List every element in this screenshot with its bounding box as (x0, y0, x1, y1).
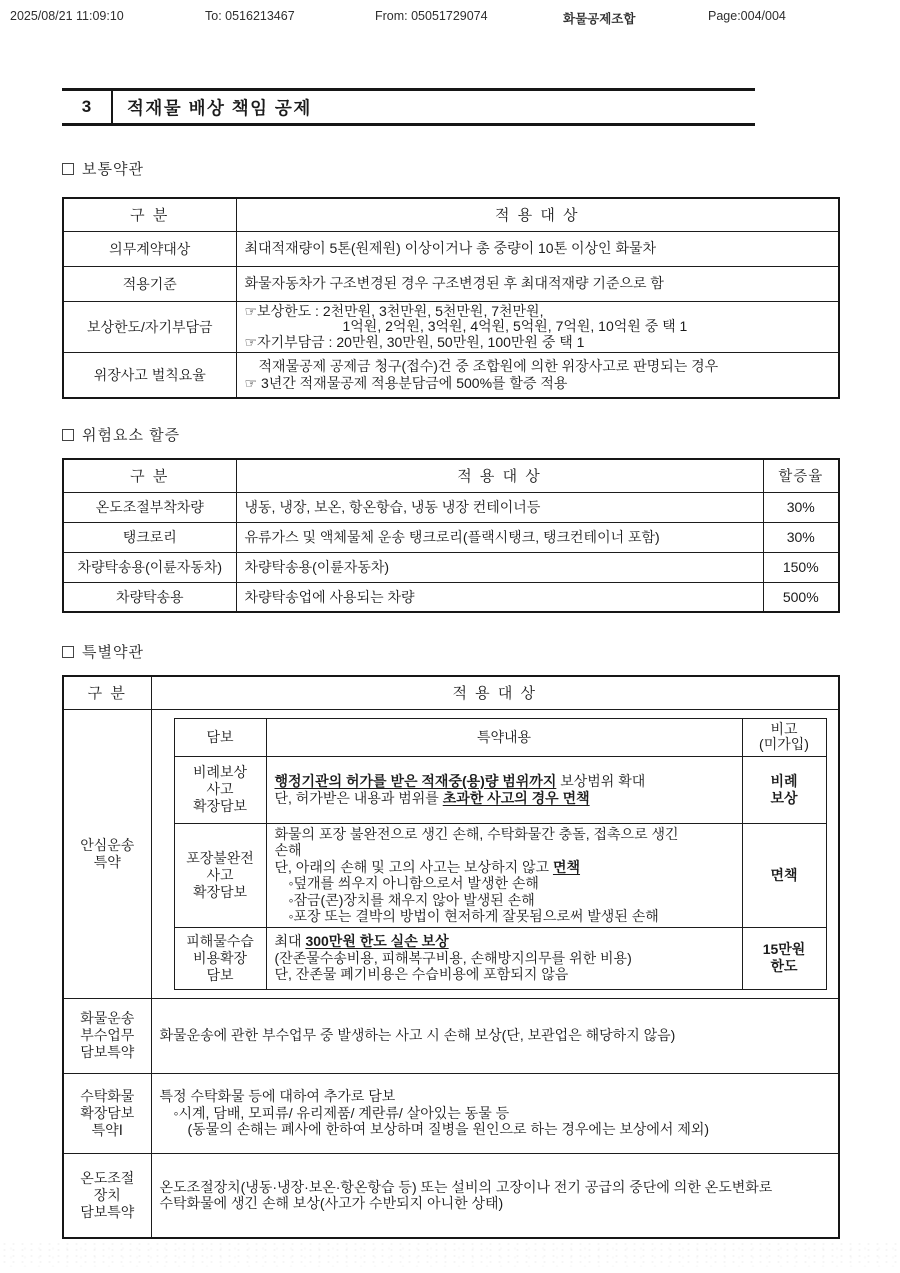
row-label (63, 998, 151, 1073)
table-row-ansim (63, 709, 839, 998)
text-segment: 보상범위 확대 (556, 773, 646, 789)
text-line (275, 933, 734, 950)
text-line (275, 908, 734, 925)
row-label: 온도조절부착차량 (63, 492, 236, 522)
text-line (275, 826, 734, 843)
row-content (151, 1153, 839, 1238)
text-segment: (잔존물수송비용, 피해복구비용, 손해방지의무를 위한 비용) (274, 949, 632, 966)
text-line (160, 1179, 831, 1196)
table-header-row (63, 198, 839, 231)
label-line: 비례보상 (192, 764, 248, 780)
text-line (160, 1088, 831, 1105)
fax-page-counter: Page:004/004 (708, 9, 786, 23)
coverage-label (174, 927, 266, 989)
text-segment: ☞자기부담금 : 20만원, 30만원, 50만원, 100만원 중 택 1 (244, 333, 585, 350)
text-segment: 단, 아래의 손해 및 고의 사고는 보상하지 않고 (274, 858, 553, 875)
coverage-note (742, 756, 826, 823)
row-content: 차량탁송업에 사용되는 차량 (236, 582, 763, 612)
text-segment: 온도조절장치(냉동·냉장·보온·항온항습 등) 또는 설비의 고장이나 전기 공급의 중단에 의한 온도변화로 (159, 1178, 773, 1195)
text-segment: ☞ 3년간 적재물공제 적용분담금에 500%를 할증 적용 (244, 374, 568, 391)
text-line (275, 950, 734, 967)
column-header (742, 718, 826, 756)
text-segment: ◦시계, 담배, 모피류/ 유리제품/ 계란류/ 살아있는 동물 등 (173, 1104, 510, 1121)
column-header: 적 용 대 상 (236, 459, 763, 492)
row-label: 차량탁송용(이륜자동차) (63, 552, 236, 582)
label-line: 한도 (770, 958, 798, 974)
text-line (275, 842, 734, 859)
text-segment: ☞보상한도 : 2천만원, 3천만원, 5천만원, 7천만원, (244, 302, 544, 319)
row-content (236, 266, 839, 301)
row-label: 위장사고 벌칙요율 (63, 353, 236, 398)
page-title: 적재물 배상 책임 공제 (127, 97, 312, 118)
row-content (236, 301, 839, 353)
text-segment: 행정기관의 허가를 받은 적재중(용)량 범위까지 (274, 773, 557, 789)
text-segment: 화물자동차가 구조변경된 경우 구조변경된 후 최대적재량 기준으로 함 (244, 275, 664, 292)
row-label (63, 1153, 151, 1238)
text-segment: ◦덮개를 씌우지 아니함으로서 발생한 손해 (288, 875, 539, 891)
row-content (236, 231, 839, 266)
text-line (160, 1027, 831, 1044)
row-content: 차량탁송용(이륜자동차) (236, 552, 763, 582)
section-heading-label: 특별약관 (82, 644, 144, 661)
row-label (63, 1073, 151, 1153)
label-line: 피해물수습 (186, 932, 254, 949)
text-line (275, 790, 734, 807)
text-segment: 초과한 사고의 경우 면책 (442, 789, 590, 806)
table-row (63, 1153, 839, 1238)
nested-table-cell (151, 709, 839, 998)
section-heading-risk-surcharge (62, 424, 180, 445)
label-line: 확장담보 (192, 883, 248, 900)
column-header: 할증율 (763, 459, 839, 492)
table-row (174, 756, 826, 823)
row-content: 유류가스 및 액체물체 운송 탱크로리(플랙시탱크, 탱크컨테이너 포함) (236, 522, 763, 552)
row-label: 보상한도/자기부담금 (63, 301, 236, 353)
section-heading-label: 위험요소 할증 (82, 427, 181, 444)
row-label: 의무계약대상 (63, 231, 236, 266)
label-line: 사고 (206, 781, 234, 797)
text-segment: 면책 (552, 858, 581, 875)
table-header-row (174, 718, 826, 756)
label-line: 면책 (770, 866, 798, 883)
row-content: 냉동, 냉장, 보온, 항온항습, 냉동 냉장 컨테이너등 (236, 492, 763, 522)
table-row (174, 823, 826, 927)
row-label: 적용기준 (63, 266, 236, 301)
text-line (245, 358, 831, 375)
risk-surcharge-table (62, 458, 840, 613)
surcharge-rate: 500% (763, 582, 839, 612)
label-line: 안심운송 (80, 836, 135, 853)
table-row (63, 552, 839, 582)
fax-header (0, 9, 900, 29)
row-label (63, 709, 151, 998)
text-segment: 수탁화물에 생긴 손해 보상(사고가 수반되지 아니한 상태) (159, 1195, 504, 1212)
table-row (63, 353, 839, 398)
text-segment: 최대 (274, 933, 306, 950)
text-line (275, 966, 734, 983)
text-line (245, 304, 831, 320)
text-segment: 화물운송에 관한 부수업무 중 발생하는 사고 시 손해 보상(단, 보관업은 해당하지 않음) (159, 1027, 676, 1044)
table-header-row (63, 459, 839, 492)
label-line: 보상 (770, 789, 798, 806)
surcharge-rate: 150% (763, 552, 839, 582)
coverage-label (174, 756, 266, 823)
label-line: 확장담보 (80, 1104, 135, 1121)
table-row (63, 1073, 839, 1153)
fax-sender-name: 화물공제조합 (563, 12, 636, 26)
coverage-detail (266, 927, 742, 989)
column-header: 구 분 (63, 198, 236, 231)
label-line: 담보특약 (80, 1203, 135, 1220)
table-row (63, 522, 839, 552)
column-header: 특약내용 (266, 718, 742, 756)
table-row (174, 927, 826, 989)
coverage-note (742, 927, 826, 989)
checkbox-square-icon (62, 163, 74, 175)
table-row (63, 582, 839, 612)
section-heading-special-terms (62, 641, 144, 662)
label-line: 비용확장 (192, 949, 248, 966)
section-heading-label: 보통약관 (82, 161, 144, 178)
label-line: 수탁화물 (80, 1087, 135, 1104)
label-line: 비고 (770, 721, 798, 737)
table-row (63, 492, 839, 522)
text-segment: 화물의 포장 불완전으로 생긴 손해, 수탁화물간 충돌, 접촉으로 생긴 (274, 825, 679, 842)
label-line: 온도조절 (80, 1169, 135, 1186)
text-segment: 최대적재량이 5톤(원제원) 이상이거나 총 중량이 10톤 이상인 화물차 (244, 240, 657, 257)
row-content (236, 353, 839, 398)
coverage-note (742, 823, 826, 927)
label-line: 장치 (93, 1186, 121, 1203)
text-line (160, 1105, 831, 1122)
label-line: 사고 (206, 866, 234, 883)
section-number: 3 (62, 91, 113, 123)
column-header: 구 분 (63, 459, 236, 492)
row-label: 탱크로리 (63, 522, 236, 552)
table-row (63, 301, 839, 353)
checkbox-square-icon (62, 646, 74, 658)
text-segment: 단, 잔존물 폐기비용은 수습비용에 포함되지 않음 (274, 966, 569, 983)
label-line: 특약 (93, 853, 121, 870)
text-line (245, 335, 831, 351)
column-header: 적 용 대 상 (236, 198, 839, 231)
column-header: 담보 (174, 718, 266, 756)
label-line: 포장불완전 (186, 849, 254, 866)
text-line (245, 375, 831, 392)
label-line: 담보 (206, 966, 234, 983)
fax-datetime: 2025/08/21 11:09:10 (10, 9, 124, 23)
text-segment: 손해 (274, 842, 302, 858)
column-header: 구 분 (63, 676, 151, 709)
label-line: 15만원 (762, 941, 806, 957)
general-terms-table (62, 197, 840, 399)
fax-from-number: From: 05051729074 (375, 9, 488, 23)
table-row (63, 998, 839, 1073)
row-content (151, 1073, 839, 1153)
label-line: (미가입) (759, 736, 809, 752)
text-segment: 특정 수탁화물 등에 대하여 추가로 담보 (159, 1088, 396, 1105)
text-segment: 적재물공제 공제금 청구(접수)건 중 조합원에 의한 위장사고로 판명되는 경우 (258, 358, 719, 375)
coverage-label (174, 823, 266, 927)
text-line (160, 1121, 831, 1138)
table-row (63, 266, 839, 301)
column-header: 적 용 대 상 (151, 676, 839, 709)
row-label: 차량탁송용 (63, 582, 236, 612)
text-segment: (동물의 손해는 폐사에 한하여 보상하며 질병을 원인으로 하는 경우에는 보상에서 제외) (187, 1121, 710, 1138)
text-line (275, 859, 734, 876)
text-segment: ◦잠금(콘)장치를 채우지 않아 발생된 손해 (288, 891, 535, 908)
label-line: 부수업무 (80, 1027, 135, 1043)
row-content (151, 998, 839, 1073)
label-line: 특약Ⅰ (91, 1121, 123, 1138)
label-line: 확장담보 (192, 798, 248, 814)
text-segment: 300만원 한도 실손 보상 (305, 933, 449, 950)
text-segment: 1억원, 2억원, 3억원, 4억원, 5억원, 7억원, 10억원 중 택 1 (342, 318, 688, 334)
section-heading-general-terms (62, 158, 144, 179)
text-line (245, 275, 831, 292)
special-terms-table (62, 675, 840, 1239)
document-title-bar (62, 88, 755, 126)
ansim-inner-table (174, 718, 827, 990)
label-line: 비례 (770, 772, 798, 789)
table-row (63, 231, 839, 266)
text-line (275, 773, 734, 790)
surcharge-rate: 30% (763, 522, 839, 552)
label-line: 화물운송 (80, 1010, 135, 1026)
coverage-detail (266, 823, 742, 927)
text-line (245, 319, 831, 335)
scan-noise-band (0, 1241, 900, 1267)
text-line (275, 875, 734, 892)
text-segment: 단, 허가받은 내용과 범위를 (274, 789, 443, 806)
surcharge-rate: 30% (763, 492, 839, 522)
label-line: 담보특약 (80, 1044, 135, 1060)
fax-to-number: To: 0516213467 (205, 9, 295, 23)
text-segment: ◦포장 또는 결박의 방법이 현저하게 잘못됨으로써 발생된 손해 (288, 908, 659, 924)
coverage-detail (266, 756, 742, 823)
text-line (160, 1195, 831, 1212)
checkbox-square-icon (62, 429, 74, 441)
text-line (245, 240, 831, 257)
text-line (275, 892, 734, 909)
table-header-row (63, 676, 839, 709)
